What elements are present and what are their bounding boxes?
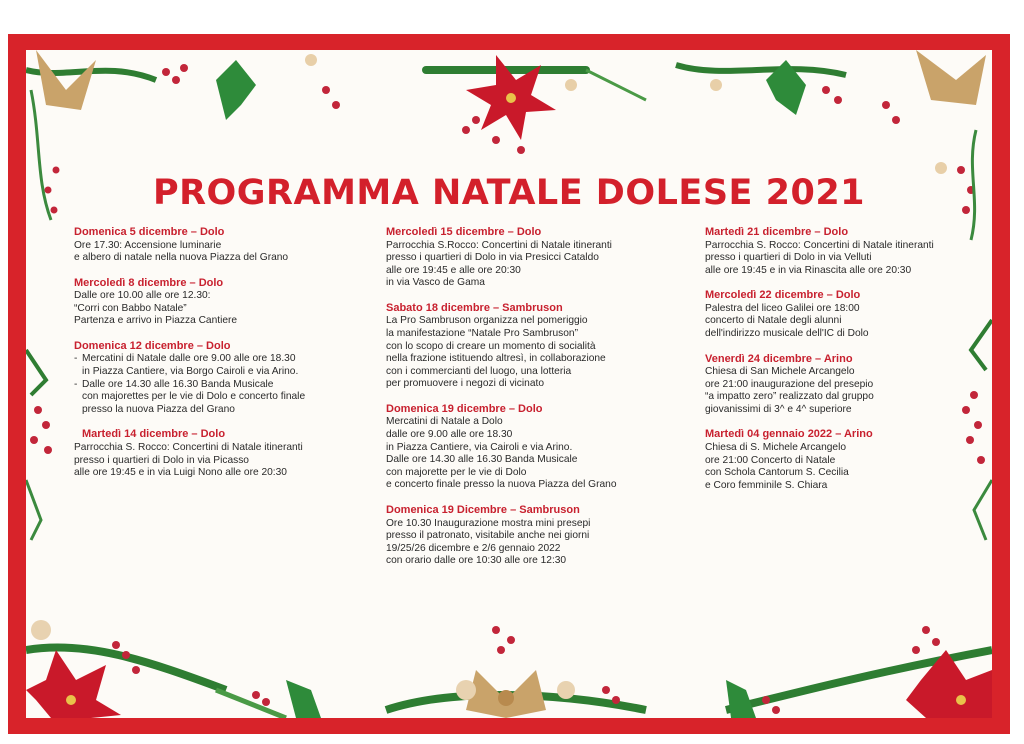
event-heading: Mercoledì 15 dicembre – Dolo [386,226,542,238]
event-line: con Schola Cantorum S. Cecilia [705,467,849,479]
event-line: concerto di Natale degli alunni [705,315,842,327]
event-line: nella frazione istituendo altresì, in collaborazione [386,353,606,365]
event-line: dell'indirizzo musicale dell'IC di Dolo [705,327,869,339]
event-line: e concerto finale presso la nuova Piazza del Grano [386,479,617,491]
program-column-1 [74,226,374,492]
event-item [705,226,975,277]
left-side-sprigs [26,350,52,540]
event-heading: Domenica 19 dicembre – Dolo [386,402,543,415]
event-line: giovanissimi di 3^ e 4^ superiore [705,403,852,415]
event-line: Parrocchia S. Rocco: Concertini di Natale itineranti [74,441,303,453]
event-line: - Mercatini di Natale dalle ore 9.00 alle ore 18.30 [74,353,374,366]
event-line: dalle ore 9.00 alle ore 18.30 [386,429,513,441]
event-line: Palestra del liceo Galilei ore 18:00 [705,302,860,314]
program-column-2 [386,226,696,580]
event-line: in Piazza Cantiere, via Cairoli e via Arino. [386,441,573,453]
event-line: 19/25/26 dicembre e 2/6 gennaio 2022 [386,542,561,554]
event-item [705,428,975,492]
event-heading: Domenica 12 dicembre – Dolo [74,339,231,352]
event-heading: Venerdì 24 dicembre – Arino [705,352,853,365]
poster-paper [26,50,992,718]
event-heading: Martedì 04 gennaio 2022 – Arino [705,428,873,441]
event-item [386,504,696,568]
event-line: in via Vasco de Gama [386,277,485,289]
event-line: con i commercianti del luogo, una lotteria [386,365,572,377]
event-line: Partenza e arrivo in Piazza Cantiere [74,315,238,327]
event-line: con lo scopo di creare un momento di socialità [386,340,596,352]
event-line: Parrocchia S. Rocco: Concertini di Natale itineranti [705,239,934,251]
top-center-poinsettia [426,55,646,154]
event-line: presso i quartieri di Dolo in via Velluti [705,252,872,264]
event-item [705,289,975,340]
event-line: Dalle ore 14.30 alle 16.30 Banda Musicale [386,454,578,466]
event-line: alle ore 19:45 e alle ore 20:30 [386,264,521,276]
bottom-center-bow [386,626,646,718]
event-heading: Domenica 19 Dicembre – Sambruson [386,504,580,516]
event-line: Chiesa di San Michele Arcangelo [705,366,855,378]
poster-frame [8,34,1010,734]
event-item [386,226,696,290]
event-line: ore 21:00 Concerto di Natale [705,454,836,466]
event-line: presso la nuova Piazza del Grano [82,403,235,415]
event-line: “a impatto zero” realizzato dal gruppo [705,391,874,403]
event-heading: Mercoledì 8 dicembre – Dolo [74,276,224,289]
event-heading: Domenica 5 dicembre – Dolo [74,226,225,238]
event-line: presso i quartieri di Dolo in via Picasso [74,454,249,466]
event-item [386,302,696,391]
event-item [74,226,374,265]
bottom-right-poinsettia [726,626,992,718]
event-item [74,428,374,479]
event-line: e Coro femminile S. Chiara [705,479,828,491]
event-item [74,277,374,328]
event-heading: Martedì 14 dicembre – Dolo [82,428,226,441]
event-line: Chiesa di S. Michele Arcangelo [705,441,847,453]
event-line: “Corri con Babbo Natale” [74,302,187,314]
event-line: presso i quartieri di Dolo in via Presicci Cataldo [386,252,599,264]
event-heading: Martedì 21 dicembre – Dolo [705,226,849,238]
event-line: - Dalle ore 14.30 alle 16.30 Banda Musicale [74,379,374,392]
event-line: Ore 17.30: Accensione luminarie [74,239,222,251]
event-heading: Sabato 18 dicembre – Sambruson [386,301,563,314]
poster-title: PROGRAMMA NATALE DOLESE 2021 [152,173,866,213]
event-line: in Piazza Cantiere, via Borgo Cairoli e via Arino. [82,366,299,378]
event-line: e albero di natale nella nuova Piazza del Grano [74,252,289,264]
event-line: La Pro Sambruson organizza nel pomeriggio [386,315,588,327]
event-line: con orario dalle ore 10:30 alle ore 12:30 [386,555,567,567]
bottom-left-poinsettia [26,620,321,718]
event-item [386,403,696,492]
event-line: Ore 10.30 Inaugurazione mostra mini presepi [386,517,591,529]
event-line: alle ore 19:45 e in via Rinascita alle ore 20:30 [705,264,912,276]
event-line: presso il patronato, visitabile anche nei giorni [386,530,590,542]
program-column-3 [705,226,975,504]
event-heading: Mercoledì 22 dicembre – Dolo [705,289,861,302]
event-line: ore 21:00 inaugurazione del presepio [705,378,874,390]
event-line: con majorettes per le vie di Dolo e concerto finale [82,391,306,403]
event-line: Parrocchia S.Rocco: Concertini di Natale itineranti [386,239,612,251]
event-line: con majorette per le vie di Dolo [386,466,527,478]
event-line: alle ore 19:45 e in via Luigi Nono alle ore 20:30 [74,467,287,479]
event-line: Dalle ore 10.00 alle ore 12.30: [74,290,211,302]
event-line: per promuovere i negozi di vicinato [386,378,544,390]
event-line: Mercatini di Natale a Dolo [386,416,503,428]
event-item [74,340,374,416]
event-line: la manifestazione “Natale Pro Sambruson” [386,327,578,339]
event-item [705,353,975,417]
